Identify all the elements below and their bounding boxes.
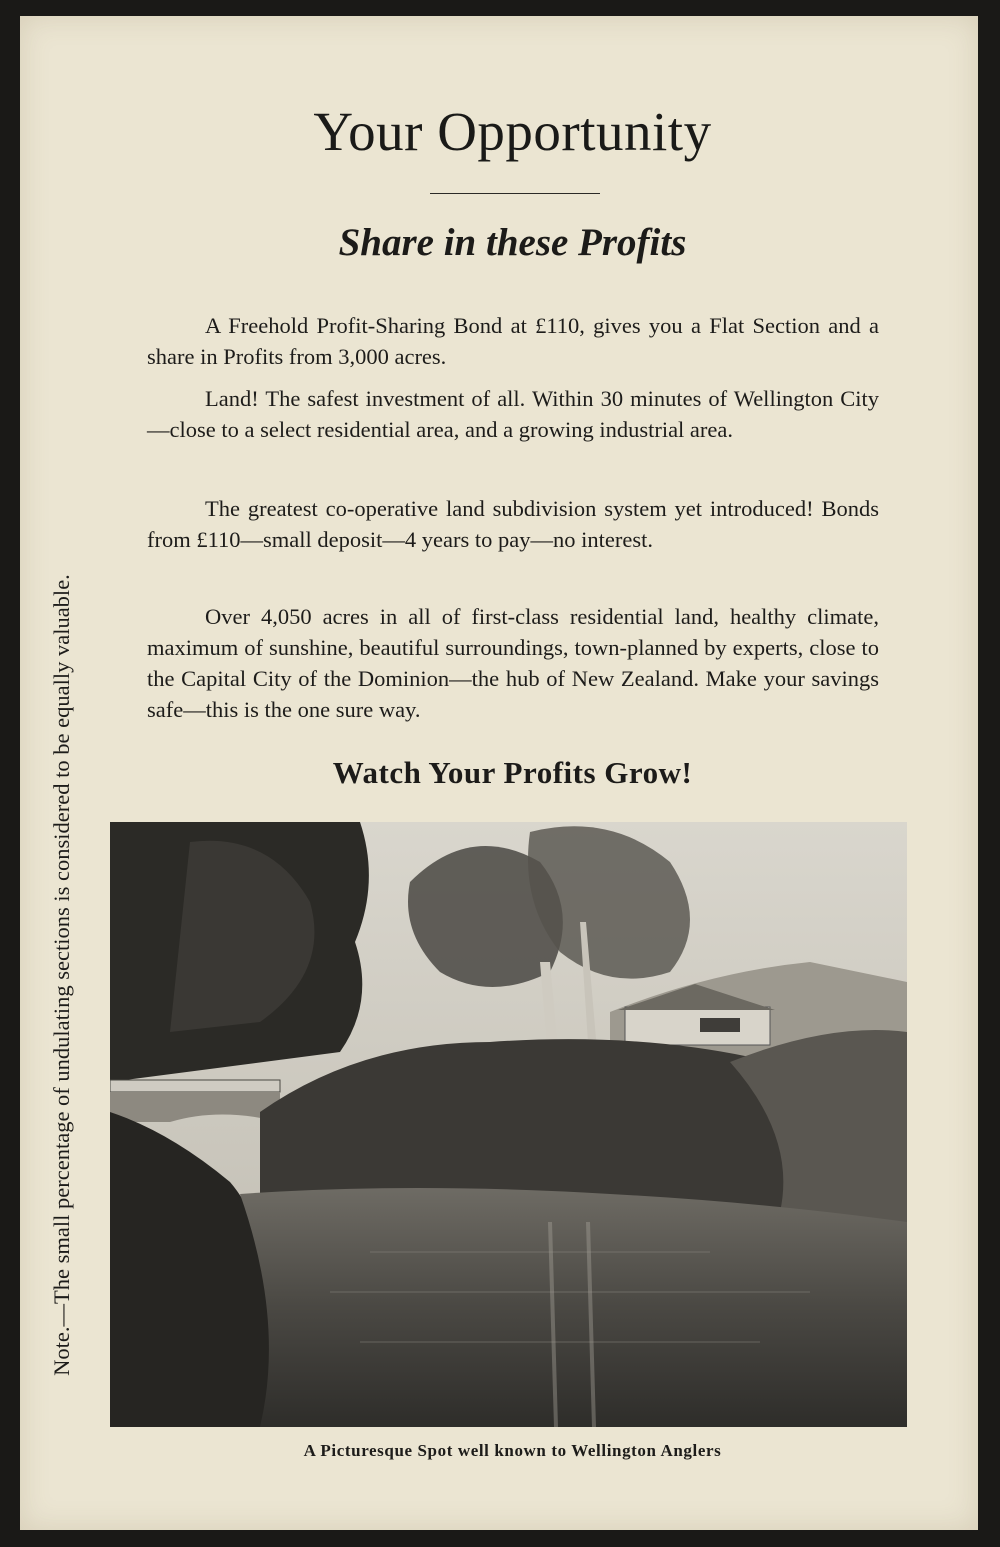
river-photograph	[110, 822, 907, 1427]
headline: Watch Your Profits Grow!	[332, 755, 693, 790]
paragraph-cooperative: The greatest co-operative land subdivision system yet introduced! Bonds from £110—small deposit—4 years to pay—no interest.	[147, 496, 879, 552]
title-divider	[430, 193, 600, 194]
paragraph-acres: Over 4,050 acres in all of first-class residential land, healthy climate, maximum of sunshine, beautiful surroundings, town-planned by experts, close to the Capital City of the Dominion—the hub of New Zealand. Make your savings safe—this is the one sure way.	[147, 604, 879, 722]
page-subtitle: Share in these Profits	[338, 221, 687, 264]
side-note: Note.—The small percentage of undulating sections is considered to be equally valuable.	[49, 574, 74, 1376]
photo-caption: A Picturesque Spot well known to Wellington Anglers	[303, 1441, 722, 1460]
paragraph-bond: A Freehold Profit-Sharing Bond at £110, gives you a Flat Section and a share in Profits from 3,000 acres.	[147, 313, 879, 369]
paragraph-land: Land! The safest investment of all. Within 30 minutes of Wellington City—close to a select residential area, and a growing industrial area.	[147, 386, 879, 442]
page-title: Your Opportunity	[313, 101, 712, 162]
